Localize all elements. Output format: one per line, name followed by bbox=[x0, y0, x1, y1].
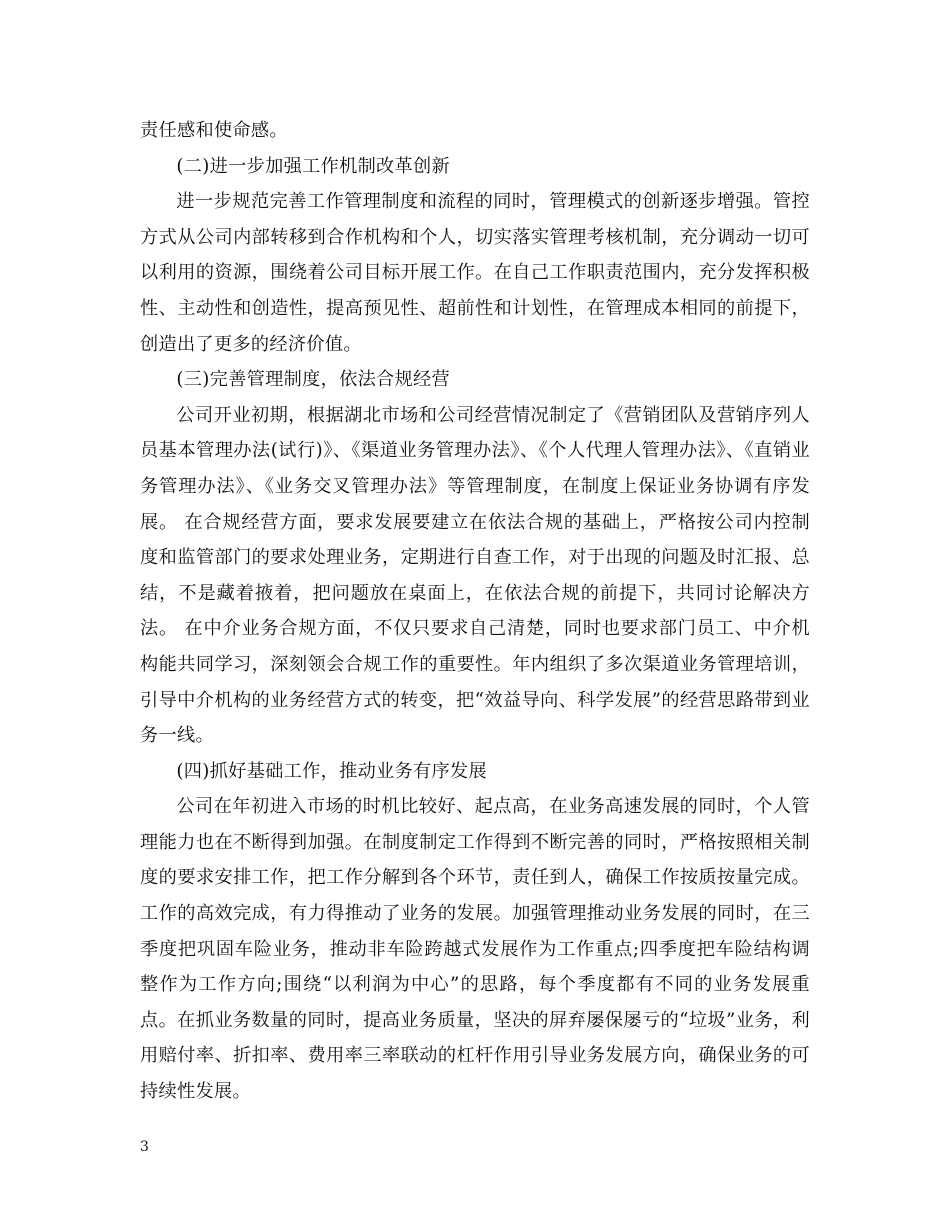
section-heading-3: (三)完善管理制度，依法合规经营 bbox=[176, 369, 451, 391]
section-heading-2: (二)进一步加强工作机制改革创新 bbox=[176, 155, 451, 177]
paragraph-basic-work: 公司在年初进入市场的时机比较好、起点高，在业务高速发展的同时，个人管理能力也在不断得到加强。在制度制定工作得到不断完善的同时，严格按照相关制度的要求安排工作，把工作分解到各个环节，责任到人，确保工作按质按量完成。工作的高效完成，有力得推动了业务的发展。加强管理推动业务发展的同时，在三季度把巩固车险业务，推动非车险跨越式发展作为工作重点;四季度把车险结构调整作为工作方向;围绕“以利润为中心”的思路，每个季度都有不同的业务发展重点。在抓业务数量的同时，提高业务质量，坚决的屏弃屡保屡亏的“垃圾”业务，利用赔付率、折扣率、费用率三率联动的杠杆作用引导业务发展方向，确保业务的可持续性发展。 bbox=[140, 796, 810, 1103]
paragraph-compliance: 公司开业初期，根据湖北市场和公司经营情况制定了《营销团队及营销序列人员基本管理办法(试行)》、《渠道业务管理办法》、《个人代理人管理办法》、《直销业务管理办法》、《业务交叉管理办法》等管理制度，在制度上保证业务协调有序发展。 在合规经营方面，要求发展要建立在依法合规的基础上，严格按公司内控制度和监管部门的要求处理业务，定期进行自查工作，对于出现的问题及时汇报、总结，不是藏着掖着，把问题放在桌面上，在依法合规的前提下，共同讨论解决方法。 在中介业务合规方面，不仅只要求自己清楚，同时也要求部门员工、中介机构能共同学习，深刻领会合规工作的重要性。年内组织了多次渠道业务管理培训，引导中介机构的业务经营方式的转变，把“效益导向、科学发展”的经营思路带到业务一线。 bbox=[140, 404, 810, 747]
document-body bbox=[140, 113, 810, 1110]
section-heading-4: (四)抓好基础工作，推动业务有序发展 bbox=[176, 760, 487, 782]
paragraph-mechanism-innovation: 进一步规范完善工作管理制度和流程的同时，管理模式的创新逐步增强。管控方式从公司内部转移到合作机构和个人，切实落实管理考核机制，充分调动一切可以利用的资源，围绕着公司目标开展工作。在自己工作职责范围内，充分发挥积极性、主动性和创造性，提高预见性、超前性和计划性，在管理成本相同的前提下，创造出了更多的经济价值。 bbox=[140, 191, 810, 355]
page-number: 3 bbox=[140, 1139, 149, 1155]
paragraph-continuation: 责任感和使命感。 bbox=[140, 120, 288, 141]
